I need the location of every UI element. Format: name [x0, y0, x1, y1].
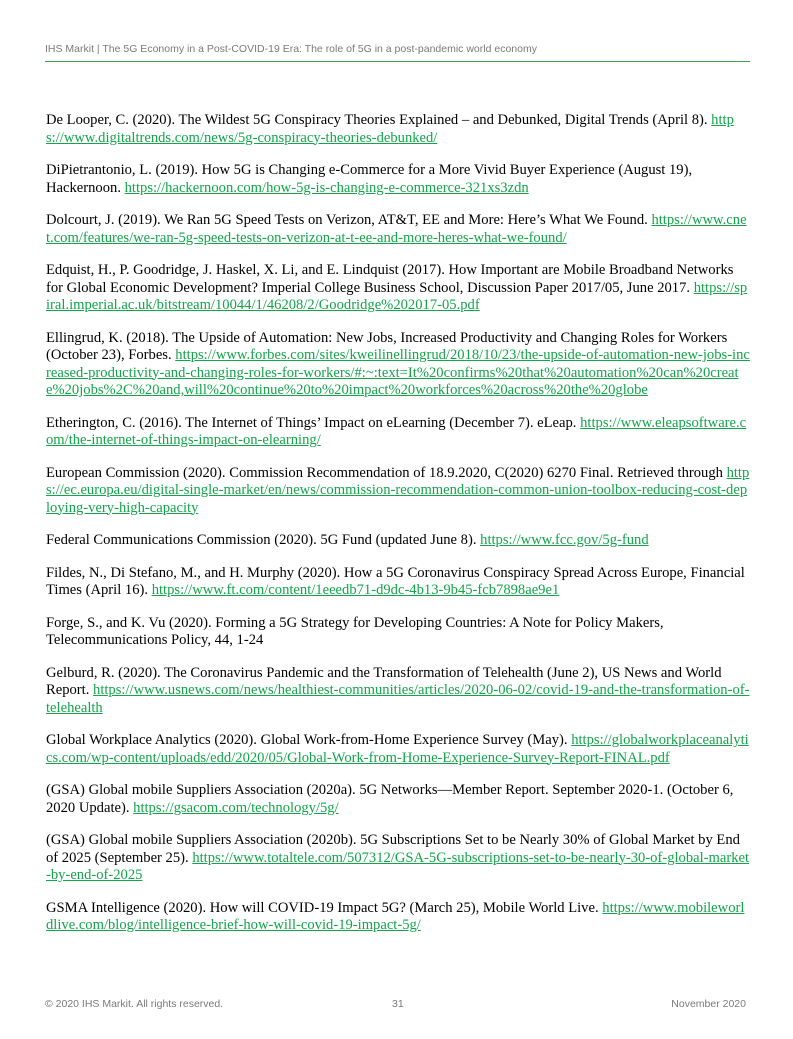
reference-text: Federal Communications Commission (2020). 5G Fund (updated June 8).	[46, 532, 477, 548]
reference-list	[46, 112, 751, 950]
reference-item	[46, 162, 751, 197]
reference-link[interactable]: https://www.eleapsoftware.com/the-internet-of-things-impact-on-elearning/	[46, 414, 747, 448]
reference-text: Etherington, C. (2016). The Internet of Things’ Impact on eLearning (December 7). eLeap.	[46, 414, 577, 431]
reference-item	[46, 212, 751, 247]
reference-link[interactable]: https://www.digitaltrends.com/news/5g-conspiracy-theories-debunked/	[46, 112, 734, 146]
header-divider	[45, 61, 750, 62]
reference-text: De Looper, C. (2020). The Wildest 5G Conspiracy Theories Explained – and Debunked, Digital Trends (April 8).	[46, 112, 708, 128]
reference-item	[46, 415, 751, 450]
reference-link[interactable]: https://ec.europa.eu/digital-single-market/en/news/commission-recommendation-common-union-toolbox-reducing-cost-deploying-very-high-capacity	[46, 464, 750, 516]
reference-link[interactable]: https://globalworkplaceanalytics.com/wp-content/uploads/edd/2020/05/Global-Work-from-Home-Experience-Survey-Report-FINAL.pdf	[46, 732, 749, 766]
reference-text: Edquist, H., P. Goodridge, J. Haskel, X. Li, and E. Lindquist (2017). How Important are Mobile Broadband Networks for Global Economic Development? Imperial College Business School, Discussion Paper 2017/05, June 2017.	[46, 262, 734, 296]
reference-link[interactable]: https://www.ft.com/content/1eeedb71-d9dc-4b13-9b45-fcb7898ae9e1	[151, 582, 560, 598]
footer-copyright: © 2020 IHS Markit. All rights reserved.	[45, 998, 224, 1010]
reference-item	[46, 782, 751, 817]
reference-text: Forge, S., and K. Vu (2020). Forming a 5G Strategy for Developing Countries: A Note for Policy Makers, Telecommunications Policy, 44, 1-24	[46, 614, 664, 648]
reference-text: Gelburd, R. (2020). The Coronavirus Pandemic and the Transformation of Telehealth (June 2), US News and World Report.	[46, 664, 722, 698]
reference-item	[46, 615, 751, 650]
reference-item	[46, 732, 751, 767]
reference-text: Ellingrud, K. (2018). The Upside of Automation: New Jobs, Increased Productivity and Changing Roles for Workers (October 23), Forbes.	[46, 329, 728, 363]
reference-link[interactable]: https://www.forbes.com/sites/kweilinellingrud/2018/10/23/the-upside-of-automation-new-jobs-increased-productivity-and-changing-roles-for-workers/#:~:text=It%20confirms%20that%20automation%20can%20create%20jobs%2C%20and,will%20continue%20to%20impact%20workforces%20across%20the%20globe	[46, 347, 750, 398]
reference-text: Dolcourt, J. (2019). We Ran 5G Speed Tests on Verizon, AT&T, EE and More: Here’s What We Found.	[46, 212, 648, 228]
reference-item	[46, 330, 751, 400]
reference-text: DiPietrantonio, L. (2019). How 5G is Changing e-Commerce for a More Vivid Buyer Experience (August 19), Hackernoon.	[46, 162, 693, 196]
page-number: 31	[392, 998, 404, 1010]
reference-item	[46, 465, 751, 518]
reference-link[interactable]: https://www.cnet.com/features/we-ran-5g-speed-tests-on-verizon-at-t-ee-and-more-heres-what-we-found/	[46, 212, 747, 246]
reference-text: Fildes, N., Di Stefano, M., and H. Murphy (2020). How a 5G Coronavirus Conspiracy Spread Across Europe, Financial Times (April 16).	[46, 564, 745, 598]
reference-link[interactable]: https://hackernoon.com/how-5g-is-changing-e-commerce-321xs3zdn	[124, 179, 529, 196]
reference-item	[46, 900, 751, 935]
reference-item	[46, 832, 751, 885]
reference-text: (GSA) Global mobile Suppliers Association (2020b). 5G Subscriptions Set to be Nearly 30% of Global Market by End of 2025 (September 25).	[46, 832, 740, 866]
reference-item	[46, 262, 751, 315]
reference-item	[46, 532, 751, 550]
footer-date: November 2020	[671, 998, 746, 1010]
reference-link[interactable]: https://www.mobileworldlive.com/blog/intelligence-brief-how-will-covid-19-impact-5g/	[46, 899, 745, 933]
reference-item	[46, 112, 751, 147]
reference-item	[46, 565, 751, 600]
reference-link[interactable]: https://www.usnews.com/news/healthiest-communities/articles/2020-06-02/covid-19-and-the-transformation-of-telehealth	[46, 682, 750, 716]
reference-text: GSMA Intelligence (2020). How will COVID-19 Impact 5G? (March 25), Mobile World Live.	[46, 899, 599, 916]
reference-text: (GSA) Global mobile Suppliers Association (2020a). 5G Networks—Member Report. September 2020-1. (October 6, 2020 Update).	[46, 782, 734, 816]
reference-text: Global Workplace Analytics (2020). Global Work-from-Home Experience Survey (May).	[46, 732, 568, 748]
reference-link[interactable]: https://gsacom.com/technology/5g/	[133, 799, 339, 816]
reference-link[interactable]: https://www.totaltele.com/507312/GSA-5G-subscriptions-set-to-be-nearly-30-of-global-market-by-end-of-2025	[46, 849, 750, 883]
running-header: IHS Markit | The 5G Economy in a Post-COVID-19 Era: The role of 5G in a post-pandemic world economy	[45, 43, 537, 55]
reference-item	[46, 665, 751, 718]
reference-link[interactable]: https://www.fcc.gov/5g-fund	[480, 532, 649, 548]
reference-text: European Commission (2020). Commission Recommendation of 18.9.2020, C(2020) 6270 Final. Retrieved through	[46, 464, 723, 481]
reference-link[interactable]: https://spiral.imperial.ac.uk/bitstream/10044/1/46208/2/Goodridge%202017-05.pdf	[46, 279, 748, 313]
